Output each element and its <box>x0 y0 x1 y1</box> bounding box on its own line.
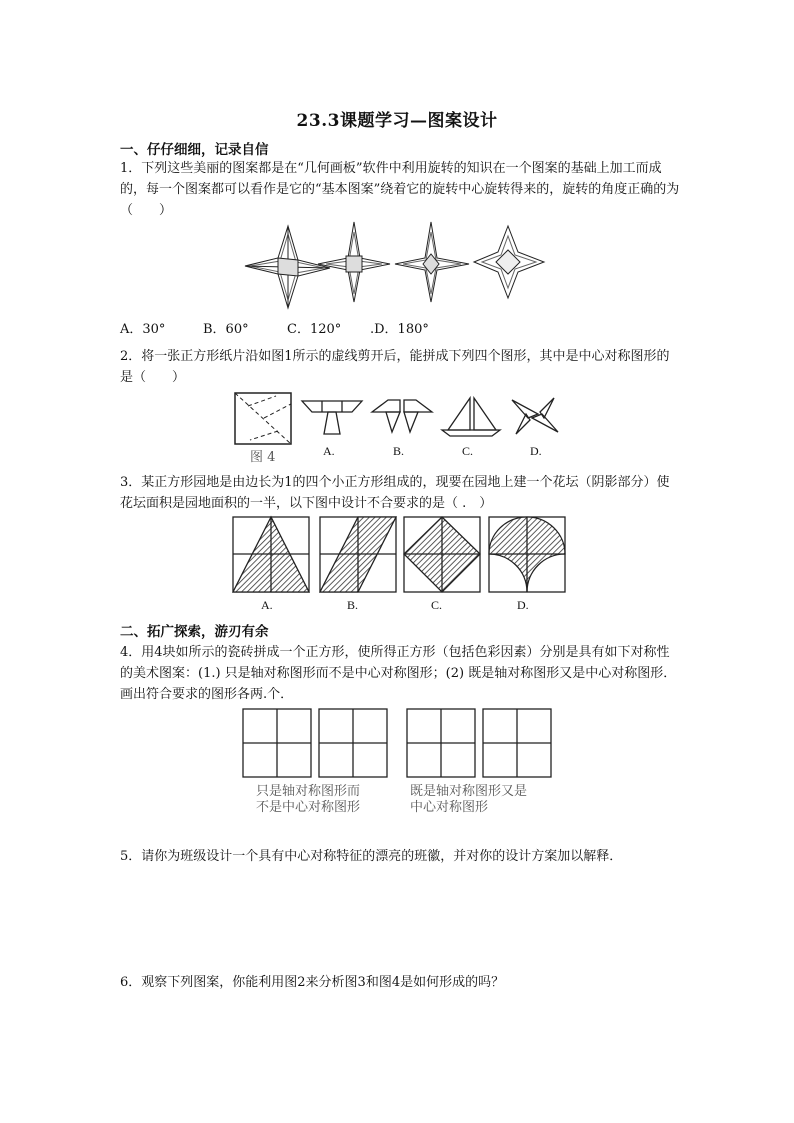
q3-figure-b <box>320 517 396 592</box>
question-3-text: 3．某正方形园地是由边长为1的四个小正方形组成的，现要在园地上建一个花坛（阴影部分）使花坛面积是园地面积的一半，以下图中设计不合要求的是（ . ） <box>120 475 670 511</box>
q2-figure-caption: 图 4 <box>250 450 276 465</box>
q4-caption-right-line1: 既是轴对称图形又是 <box>410 784 528 799</box>
question-6-text: 6．观察下列图案，你能利用图2来分析图3和图4是如何形成的吗？ <box>120 975 505 990</box>
q2-figure-b <box>372 400 432 432</box>
q1-option-d[interactable]: .D．180° <box>370 322 429 337</box>
q1-option-c[interactable]: C．120° <box>287 322 342 337</box>
q4-grid-1 <box>243 709 311 777</box>
page-title: 23.3课题学习—图案设计 <box>296 111 498 131</box>
q2-figure-a <box>302 401 362 434</box>
star-figure-2 <box>318 222 390 302</box>
q2-label-b[interactable]: B. <box>393 444 405 458</box>
q4-grid-2 <box>319 709 387 777</box>
star-figure-3 <box>395 222 469 302</box>
q2-figure-c <box>442 398 500 436</box>
q2-label-a[interactable]: A. <box>323 444 335 458</box>
q2-square-with-dashed-cuts <box>234 392 294 446</box>
q3-figure-c <box>404 517 480 592</box>
question-5-text: 5．请你为班级设计一个具有中心对称特征的漂亮的班徽，并对你的设计方案加以解释． <box>120 849 623 864</box>
section-heading-2: 二、拓广探索，游刃有余 <box>120 624 269 640</box>
q4-caption-left-line1: 只是轴对称图形而 <box>256 784 361 799</box>
q4-grid-3 <box>407 709 475 777</box>
q3-garden-figures <box>232 516 572 594</box>
q4-grid-4 <box>483 709 551 777</box>
star-figure-1 <box>245 226 330 308</box>
q2-option-figures <box>300 396 560 436</box>
q3-figure-a <box>233 517 309 592</box>
section-heading-1: 一、仔仔细细，记录自信 <box>120 142 269 158</box>
q3-label-d[interactable]: D. <box>517 598 529 612</box>
q4-blank-grids <box>242 708 554 780</box>
question-4-text: 4．用4块如所示的瓷砖拼成一个正方形，使所得正方形（包括色彩因素）分别是具有如下对称性的美术图案：(1.) 只是轴对称图形而不是中心对称图形；(2) 既是轴对称图形又是中心对称图形．画出符合要求的图形各两.个． <box>120 645 677 702</box>
q1-star-figures <box>240 222 550 312</box>
q2-figure-d <box>512 398 558 434</box>
q1-option-a[interactable]: A．30° <box>120 322 166 337</box>
question-1-text: 1．下列这些美丽的图案都是在“几何画板”软件中利用旋转的知识在一个图案的基础上加工而成的，每一个图案都可以看作是它的“基本图案”绕着它的旋转中心旋转得来的，旋转的角度正确的为（ ） <box>120 161 680 218</box>
q4-caption-right-line2: 中心对称图形 <box>410 800 489 815</box>
q1-option-b[interactable]: B．60° <box>203 322 249 337</box>
q2-label-d[interactable]: D. <box>530 444 542 458</box>
star-figure-4 <box>474 226 544 298</box>
q3-label-b[interactable]: B. <box>347 598 359 612</box>
q3-label-c[interactable]: C. <box>431 598 443 612</box>
question-2-text: 2．将一张正方形纸片沿如图1所示的虚线剪开后，能拼成下列四个图形，其中是中心对称图形的是（ ） <box>120 349 670 385</box>
q3-label-a[interactable]: A. <box>261 598 273 612</box>
q3-figure-d <box>489 517 565 592</box>
q2-label-c[interactable]: C. <box>462 444 474 458</box>
q4-caption-left-line2: 不是中心对称图形 <box>256 800 361 815</box>
